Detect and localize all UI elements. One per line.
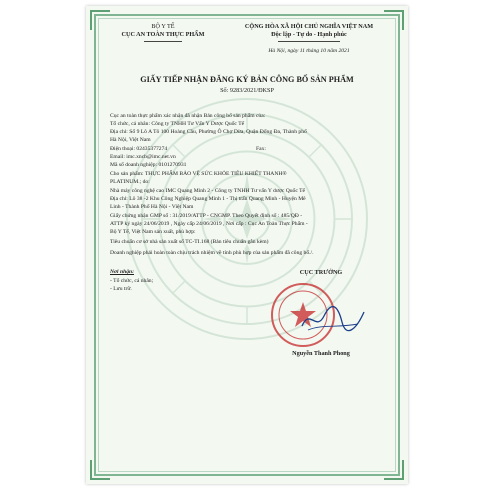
body-line: Hà Nội, Việt Nam [110,137,151,143]
document-sheet [86,6,408,484]
recipients-heading: Nơi nhận: [110,269,134,275]
body-line: Tiêu chuẩn cơ sở nhà sản xuất số TC-TI.168 (Bản tiêu chuẩn gắn kèm) [110,239,269,245]
body-line: Tổ chức, cá nhân: Công ty TNHH Tư Vấn Y Dược Quốc Tế [110,121,245,127]
border-corner [384,460,404,480]
body-line: Cho sản phẩm: THỰC PHẨM BẢO VỆ SỨC KHỎE TIÊU KHIẾT THANH® [110,171,287,177]
body-line: Bộ Y Tế, Việt Nam sản xuất, phù hợp: [110,229,196,235]
body-line: Fax: [256,146,266,152]
body-line: Địa chỉ: Số 9 Lô A Tô 100 Hoàng Cầu, Phường Ô Chợ Dừa, Quận Đống Đa, Thành phố [110,129,307,135]
signer-position: CỤC TRƯỞNG [299,269,343,276]
handwritten-signature [298,302,368,336]
body-line: Địa chỉ: Lô 38 -2 Khu Công Nghiệp Quang Minh 1 - Thị trấn Quang Minh - Huyện Mê [110,196,306,202]
border-corner [90,10,110,30]
body-line: PLATINUM.; do: [110,179,150,185]
document-title: GIẤY TIẾP NHẬN ĐĂNG KÝ BẢN CÔNG BỐ SẢN PHẨM [140,75,354,84]
body-line: Doanh nghiệp phải hoàn toàn chịu trách nhiệm về tính phù hợp của sản phẩm đã công bố./. [110,250,314,256]
document-number: Số: 9283/2021/ĐKSP [220,87,274,94]
body-line: Linh - Thành Phố Hà Nội - Việt Nam [110,204,194,210]
body-line: ATTP ký ngày 24/06/2019 , Ngày cấp 24/06/2019 , Nơi cấp : Cục An Toàn Thực Phẩm - [110,221,308,227]
body-line: Cục an toàn thực phẩm xác nhận đã nhận Bản công bố sản phẩm của: [110,113,266,119]
body-line: Mã số doanh nghiệp: 0101270931 [110,162,187,168]
signer-name: Nguyễn Thanh Phong [292,350,350,357]
body-line: Email: imc.xncb@imc.net.vn [110,154,176,160]
body-line: Điện thoại: 02435377274 [110,146,168,152]
recipient-item: - Tổ chức, cá nhân; [110,278,154,284]
country-name: CỘNG HÒA XÃ HỘI CHỦ NGHĨA VIỆT NAM [244,23,374,30]
body-line: Giấy chứng nhận GMP số : 31/2019/ATTP - CNGMP. Theo Quyết định số : 485/QĐ - [110,213,303,219]
body-line: Nhà máy công nghệ cao IMC Quang Minh 2 - Công ty TNHH Tư vấn Y dược Quốc Tế [110,188,306,194]
ministry-name: BỘ Y TẾ [151,23,175,30]
header-underline [144,41,182,42]
recipient-item: - Lưu trữ. [110,286,132,292]
agency-name: CỤC AN TOÀN THỰC PHẨM [121,31,205,38]
place-date: Hà Nội, ngày 11 tháng 10 năm 2021 [268,48,350,54]
border-corner [90,460,110,480]
motto-underline [278,41,340,42]
national-motto: Độc lập - Tự do - Hạnh phúc [271,31,347,38]
